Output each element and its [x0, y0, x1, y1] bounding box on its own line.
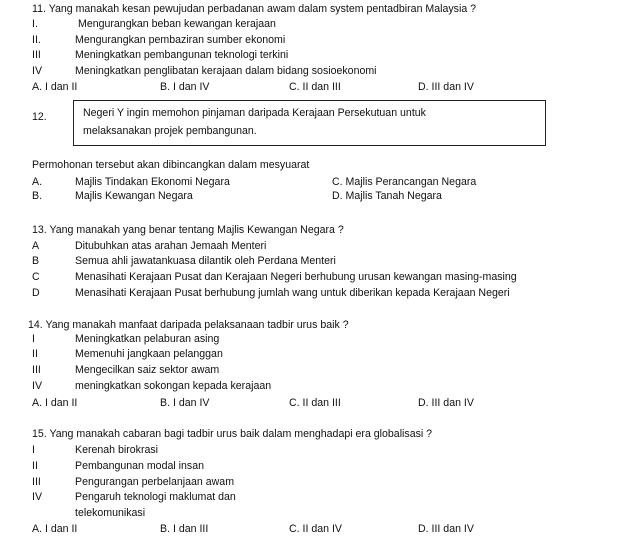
q14-item-label: I	[32, 333, 35, 345]
q11-item-label: III	[32, 49, 41, 61]
q12-option-c: C. Majlis Perancangan Negara	[332, 176, 477, 188]
q11-item-label: II.	[32, 34, 41, 46]
q11-item-label: IV	[32, 65, 43, 77]
q14-item-label: II	[32, 348, 38, 360]
q15-question: 15. Yang manakah cabaran bagi tadbir urus baik dalam menghadapi era globalisasi ?	[32, 428, 433, 440]
q14-answer-d: D. III dan IV	[418, 397, 474, 409]
q14-item-text: Mengecilkan saiz sektor awam	[75, 364, 220, 376]
q11-item-text: Mengurangkan pembaziran sumber ekonomi	[75, 34, 286, 46]
q12-box-line: Negeri Y ingin memohon pinjaman daripada Kerajaan Persekutuan untuk	[83, 107, 426, 119]
q11-item-text: Meningkatkan pembangunan teknologi terkini	[75, 49, 289, 61]
q15-item-label: IV	[32, 491, 43, 503]
q14-answer-c: C. II dan III	[289, 397, 341, 409]
q11-answer-b: B. I dan IV	[160, 81, 210, 93]
q15-item-label: I	[32, 444, 35, 456]
q15-item-label: III	[32, 476, 41, 488]
q12-box-line: melaksanakan projek pembangunan.	[83, 125, 257, 137]
q11-item-text: Meningkatkan penglibatan kerajaan dalam bidang sosioekonomi	[75, 65, 377, 77]
q13-question: 13. Yang manakah yang benar tentang Majlis Kewangan Negara ?	[32, 224, 344, 236]
q15-item-text: Pengurangan perbelanjaan awam	[75, 476, 235, 488]
q14-answer-b: B. I dan IV	[160, 397, 210, 409]
q15-item-text: Pengaruh teknologi maklumat dan	[75, 491, 236, 503]
q15-item-text: Kerenah birokrasi	[75, 444, 159, 456]
q13-option-label: D	[32, 287, 40, 299]
q15-answer-d: D. III dan IV	[418, 523, 474, 535]
q13-option-text: Semua ahli jawatankuasa dilantik oleh Perdana Menteri	[75, 255, 336, 267]
q13-option-text: Menasihati Kerajaan Pusat dan Kerajaan Negeri berhubung urusan kewangan masing-masing	[75, 271, 517, 283]
q12-number: 12.	[32, 111, 47, 123]
q12-option-text: Majlis Kewangan Negara	[75, 190, 193, 202]
q15-answer-a: A. I dan II	[32, 523, 78, 535]
q14-question: 14. Yang manakah manfaat daripada pelaksanaan tadbir urus baik ?	[28, 319, 349, 331]
q14-item-label: IV	[32, 380, 43, 392]
q12-option-label: B.	[32, 190, 43, 202]
q14-item-text: Memenuhi jangkaan pelanggan	[75, 348, 223, 360]
q11-answer-d: D. III dan IV	[418, 81, 474, 93]
q14-item-label: III	[32, 364, 41, 376]
q15-item-text-continued: telekomunikasi	[75, 507, 146, 519]
q14-answer-a: A. I dan II	[32, 397, 78, 409]
q13-option-text: Ditubuhkan atas arahan Jemaah Menteri	[75, 240, 267, 252]
q13-option-label: A	[32, 240, 40, 252]
q15-item-label: II	[32, 460, 38, 472]
q11-question: 11. Yang manakah kesan pewujudan perbadanan awam dalam system pentadbiran Malaysia ?	[32, 3, 477, 15]
q13-option-text: Menasihati Kerajaan Pusat berhubung jumlah wang untuk diberikan kepada Kerajaan Negeri	[75, 287, 510, 299]
q12-option-d: D. Majlis Tanah Negara	[332, 190, 442, 202]
q15-answer-c: C. II dan IV	[289, 523, 342, 535]
q12-stem: Permohonan tersebut akan dibincangkan dalam mesyuarat	[32, 159, 310, 171]
q11-answer-a: A. I dan II	[32, 81, 78, 93]
q13-option-label: B	[32, 255, 40, 267]
q12-option-text: Majlis Tindakan Ekonomi Negara	[75, 176, 230, 188]
q14-item-text: Meningkatkan pelaburan asing	[75, 333, 220, 345]
q15-item-text: Pembangunan modal insan	[75, 460, 204, 472]
q14-item-text: meningkatkan sokongan kepada kerajaan	[75, 380, 272, 392]
q15-answer-b: B. I dan III	[160, 523, 209, 535]
q11-answer-c: C. II dan III	[289, 81, 341, 93]
q13-option-label: C	[32, 271, 40, 283]
q11-item-text: Mengurangkan beban kewangan kerajaan	[78, 18, 276, 30]
q11-item-label: I.	[32, 18, 38, 30]
q12-option-label: A.	[32, 176, 43, 188]
